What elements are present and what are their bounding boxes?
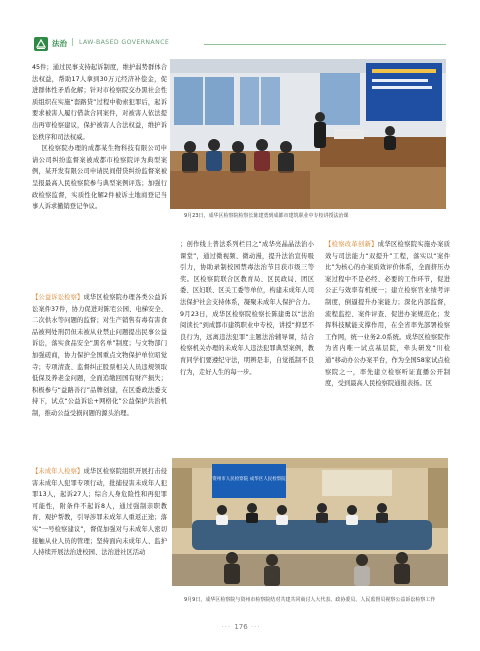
photo-meeting [172,458,448,586]
section-juvenile [32,466,167,559]
section-keyword: 【检察改革创新】 [325,241,378,248]
paragraph: 45件；通过民事支持起诉制度，维护弱势群体合法权益，帮助17人拿到30万元经济补偿金，促进群体性矛盾化解；针对市检察院交办黑社会性质组织在实施“套路贷”过程中勒索犯罪后，起诉要求被害人履行借款合同案件，对被害人依法提出再审检察建议，保护被害人合法权益，维护诉讼秩序和司法权威。 [32,64,167,141]
header-separator: | [71,37,74,46]
classroom-photo-image [170,59,446,209]
section-keyword: 【未成年人检察】 [32,468,84,475]
photo-caption: 9月23日，成华区检察院检察长陈建勇到成都市建筑职业中专校讲授法治课 [184,213,349,219]
paragraph: 成华区检察院组织开展打击侵害未成年人犯罪专项行动，批捕侵害未成年人犯罪13人，起诉27人；综合人身危险性和再犯罪可能性，附条件不起诉8人，通过强制亲职教育、观护帮教，引导涉罪未成年人重返正途；落实“一号检察建议”，督促加强对与未成年人密切接触从业人员的管理；坚持面向未成年人、监护人持续开展法治进校园、法治进社区活动 [32,468,168,557]
paragraph-continued: ；创作线上普法系列栏目之“成华亮晶晶法治小课堂”，通过微视频、微动漫，提升法治宣传吸引力，协助录制校园禁毒法治节目获市级三等奖。区检察院联合区教育局、区民政局、团区委、区妇联、区关工委等单位，构建未成年人司法保护社会支持体系，凝聚未成年人保护合力。9月23日，成华区检察院检察长陈建勇以“法治阅读长”到成都市建筑职业中专校，讲授“抑恶不良行为，远离违法犯罪”主题法治辅导课，结合检察机关办理的未成年人违法犯罪典型案例，教育同学们要遵纪守法，明辨是非，自觉抵制不良行为，走好人生的每一步。 [180,241,314,376]
section-title: 法治 [52,39,67,48]
page-footer [216,623,266,631]
footer-dots-left: ··· [221,623,235,631]
section-reform [325,239,450,390]
page-header [34,37,446,51]
section-keyword: 【公益诉讼检察】 [32,294,84,301]
photo-classroom-lecture [170,59,446,209]
footer-dots-right: ··· [247,623,261,631]
page-number: 176 [234,623,248,631]
meeting-photo-image [172,458,448,586]
paragraph: 成华区检察院实施办案质效与司法能力“双提升”工程，落实以“案件比”为核心的办案质效评价体系，全面挤压办案过程中不是必经、必要的工作环节，促进公正与效率有机统一；建立检察官业绩考评制度，倒逼提升办案能力；深化内部监督，流程监控、案件评查、促进办案规范化；发挥科技赋能支撑作用，在全省率先部署检察工作网，统一业务2.0系统。成华区检察院作为省内唯一试点基层院，牵头研发“川检通”移动办公办案平台，作为全国58家试点检察院之一，率先建立检察听证直播公开制度，受到最高人民检察院通报表扬。区 [325,241,451,388]
text-column-middle [180,239,314,378]
paragraph: 区检察院办理的成都某生物科技有限公司申请公司纠纷监督案被成都市检察院评为典型案例，某开发有限公司申请民间借贷纠纷监督案被呈报最高人民检察院参与典型案例评选；加强行政检察监督，实质性化解2件被诉土地商登记当事人诉求撤销登记争议。 [32,145,167,211]
text-column-left-top [32,62,167,213]
section-public-interest [32,292,167,420]
photo-caption: 9月9日，成华区检察院与资州市检察院结对共建共同商讨人大代表、政协委员、人民监督员视察公益诉讼检察工作 [184,597,436,603]
law-logo-icon [34,37,48,51]
section-subtitle: LAW-BASED GOVERNANCE [79,39,170,46]
screen-banner-text: 资州市人民检察院 成华区人民检察院 [212,477,286,482]
header-rule [204,44,446,45]
paragraph: 成华区检察院办理各类公益诉讼案件37件，协力促进对陈宅公园、电梯安全、二次供水等问题的监督；对生产销售有毒有害食品被判处刑罚但未被从业禁止问题提出民事公益诉讼，落实食品安全“黑名单”制度；与文物部门加强磋商，协力保护全国重点文物保护单位昭觉寺；专项清查、监督纠正股票相关人员违规领取低保及养老金问题，全面追缴回国有财产损失；积极参与“益路善行”品牌创建，在区委政法委支持下，试点“公益诉讼+网格化”公益保护共治机制，推动公益受损问题的源头治理。 [32,294,168,417]
